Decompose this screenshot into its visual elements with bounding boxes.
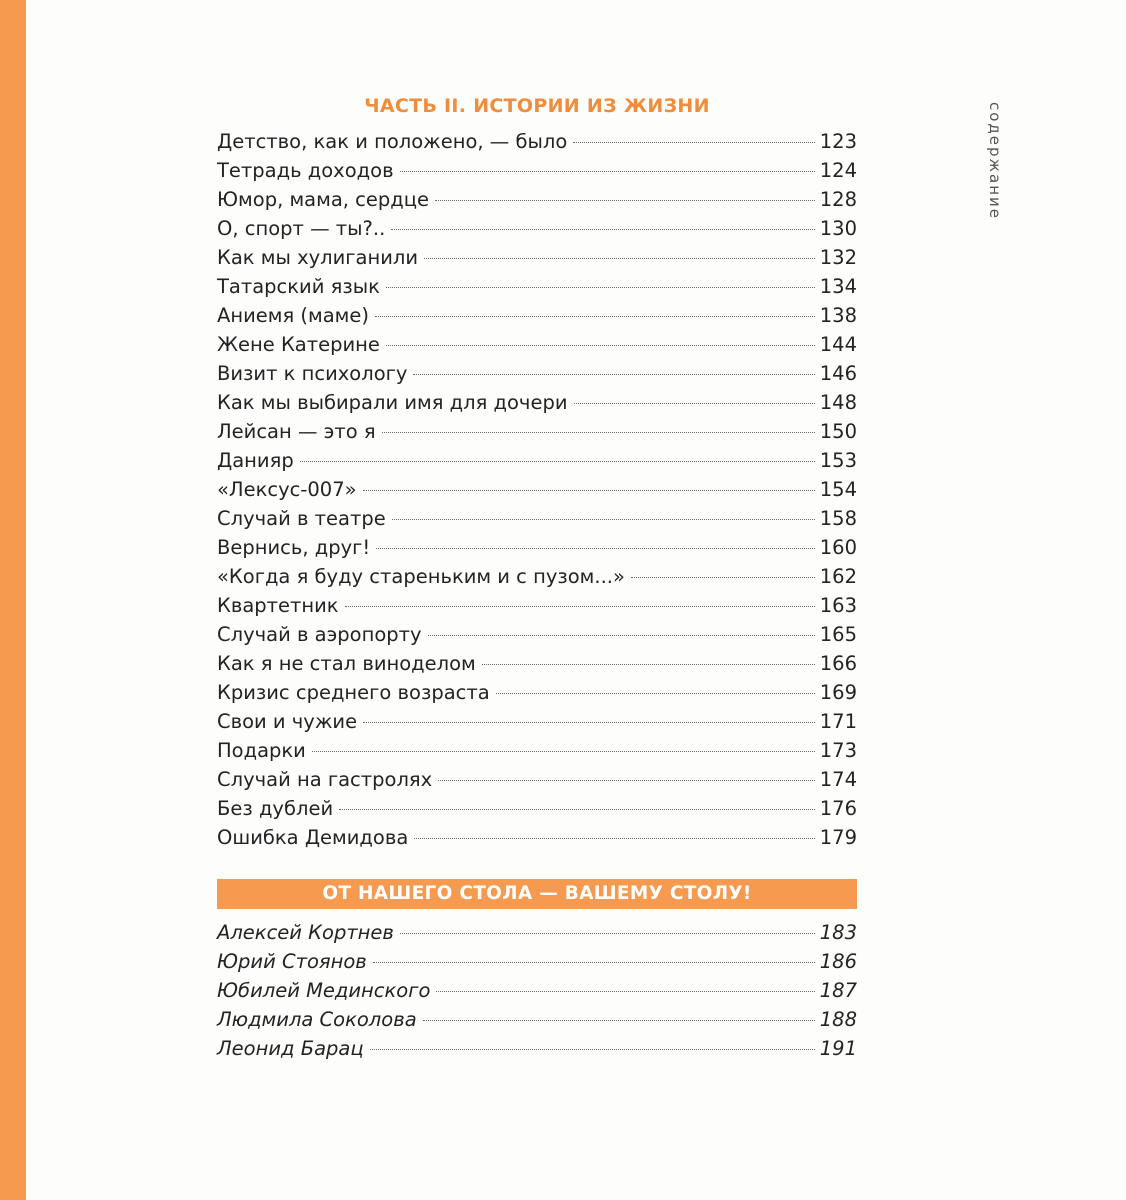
toc-entry[interactable] [217,185,857,214]
toc-entry[interactable] [217,947,857,976]
toc-entry-page: 179 [819,826,857,849]
toc-entry[interactable] [217,1005,857,1034]
dot-leader [428,635,815,636]
dot-leader [382,432,815,433]
toc-entry[interactable] [217,272,857,301]
toc-entry[interactable] [217,359,857,388]
dot-leader [345,606,815,607]
toc-entry-title: «Когда я буду стареньким и с пузом...» [217,565,625,588]
toc-entry[interactable] [217,533,857,562]
dot-leader [376,548,815,549]
dot-leader [339,809,815,810]
toc-entry[interactable] [217,330,857,359]
toc-entry-page: 124 [819,159,857,182]
toc-entry-title: Как я не стал виноделом [217,652,476,675]
toc-entry-title: Юмор, мама, сердце [217,188,430,211]
dot-leader [392,519,815,520]
dot-leader [436,991,814,992]
toc-entry[interactable] [217,765,857,794]
toc-entry-title: Свои и чужие [217,710,358,733]
dot-leader [391,229,814,230]
side-section-label: содержание [986,102,1004,221]
toc-entry[interactable] [217,475,857,504]
dot-leader [482,664,815,665]
toc-entry-page: 123 [819,130,857,153]
toc-entry-title: Как мы хулиганили [217,246,419,269]
toc-entry-page: 162 [819,565,857,588]
dot-leader [373,962,815,963]
toc-entry-title: Лейсан — это я [217,420,376,443]
toc-entry-title: Жене Катерине [217,333,380,356]
toc-entry[interactable] [217,620,857,649]
toc-entry[interactable] [217,301,857,330]
toc-entry-page: 146 [819,362,857,385]
toc-entry[interactable] [217,823,857,852]
toc-entry[interactable] [217,591,857,620]
dot-leader [375,316,815,317]
toc-entry[interactable] [217,976,857,1005]
dot-leader [574,403,815,404]
toc-entry-title: Вернись, друг! [217,536,371,559]
dot-leader [424,258,815,259]
toc-entry-title: Татарский язык [217,275,380,298]
toc-entry-page: 158 [819,507,857,530]
toc-list [217,127,857,852]
toc-entry[interactable] [217,504,857,533]
toc-entry[interactable] [217,794,857,823]
section-banner: ОТ НАШЕГО СТОЛА — ВАШЕМУ СТОЛУ! [217,879,857,909]
orange-spine-bar [0,0,26,1200]
toc-entry-title: Юбилей Мединского [217,979,431,1002]
toc-entry-title: Квартетник [217,594,339,617]
dot-leader [363,490,815,491]
toc-entry-page: 173 [819,739,857,762]
toc-entry-title: Без дублей [217,797,334,820]
toc-entry-title: Леонид Барац [217,1037,364,1060]
toc-entry-page: 134 [819,275,857,298]
toc-entry[interactable] [217,127,857,156]
toc-entry-page: 130 [819,217,857,240]
dot-leader [413,374,814,375]
toc-entry[interactable] [217,388,857,417]
toc-entry-page: 165 [819,623,857,646]
dot-leader [312,751,815,752]
dot-leader [414,838,814,839]
toc-entry-page: 166 [819,652,857,675]
dot-leader [370,1049,815,1050]
toc-entry-page: 154 [819,478,857,501]
toc-entry-page: 187 [819,979,857,1002]
toc-entry[interactable] [217,736,857,765]
toc-entry-page: 186 [819,950,857,973]
toc-entry[interactable] [217,214,857,243]
dot-leader [386,287,815,288]
toc-entry-title: Кризис среднего возраста [217,681,490,704]
toc-entry-page: 176 [819,797,857,820]
dot-leader [400,171,815,172]
toc-entry-page: 191 [819,1037,857,1060]
toc-entry[interactable] [217,918,857,947]
part-heading: ЧАСТЬ II. ИСТОРИИ ИЗ ЖИЗНИ [364,95,710,117]
toc-entry[interactable] [217,156,857,185]
toc-entry-title: О, спорт — ты?.. [217,217,386,240]
dot-leader [386,345,815,346]
dot-leader [400,933,815,934]
toc-entry[interactable] [217,678,857,707]
toc-entry-page: 150 [819,420,857,443]
toc-entry[interactable] [217,707,857,736]
toc-entry-title: Случай в театре [217,507,386,530]
toc-entry-page: 188 [819,1008,857,1031]
dot-leader [300,461,815,462]
toc-entry-page: 174 [819,768,857,791]
toc-entry-page: 160 [819,536,857,559]
toc-entry-page: 163 [819,594,857,617]
toc-entry-title: Юрий Стоянов [217,950,367,973]
toc-entry-title: Как мы выбирали имя для дочери [217,391,568,414]
toc-entry-title: Подарки [217,739,306,762]
toc-entry[interactable] [217,446,857,475]
toc-entry-page: 183 [819,921,857,944]
dot-leader [423,1020,815,1021]
toc-entry-title: Случай в аэропорту [217,623,422,646]
toc-entry-title: Ошибка Демидова [217,826,409,849]
toc-entry-title: Тетрадь доходов [217,159,394,182]
toc-entry-title: Данияр [217,449,294,472]
dot-leader [438,780,815,781]
toc-entry[interactable] [217,417,857,446]
toc-entry[interactable] [217,649,857,678]
toc-entry-title: «Лексус-007» [217,478,357,501]
toc-entry-title: Детство, как и положено, — было [217,130,568,153]
dot-leader [363,722,815,723]
toc-entry-page: 138 [819,304,857,327]
toc-entry[interactable] [217,562,857,591]
toc-entry-page: 153 [819,449,857,472]
toc-entry-page: 128 [819,188,857,211]
toc-entry-page: 132 [819,246,857,269]
dot-leader [573,142,814,143]
dot-leader [496,693,815,694]
toc-entry-title: Людмила Соколова [217,1008,417,1031]
toc-entry-title: Аниемя (маме) [217,304,369,327]
toc-entry-title: Алексей Кортнев [217,921,394,944]
toc-entry-title: Случай на гастролях [217,768,433,791]
toc-entry-title: Визит к психологу [217,362,408,385]
toc-entry-page: 169 [819,681,857,704]
toc-entry-page: 171 [819,710,857,733]
dot-leader [631,577,815,578]
toc-entry[interactable] [217,1034,857,1063]
toc-entry-page: 148 [819,391,857,414]
section-toc-list [217,918,857,1063]
toc-entry-page: 144 [819,333,857,356]
dot-leader [435,200,815,201]
toc-entry[interactable] [217,243,857,272]
